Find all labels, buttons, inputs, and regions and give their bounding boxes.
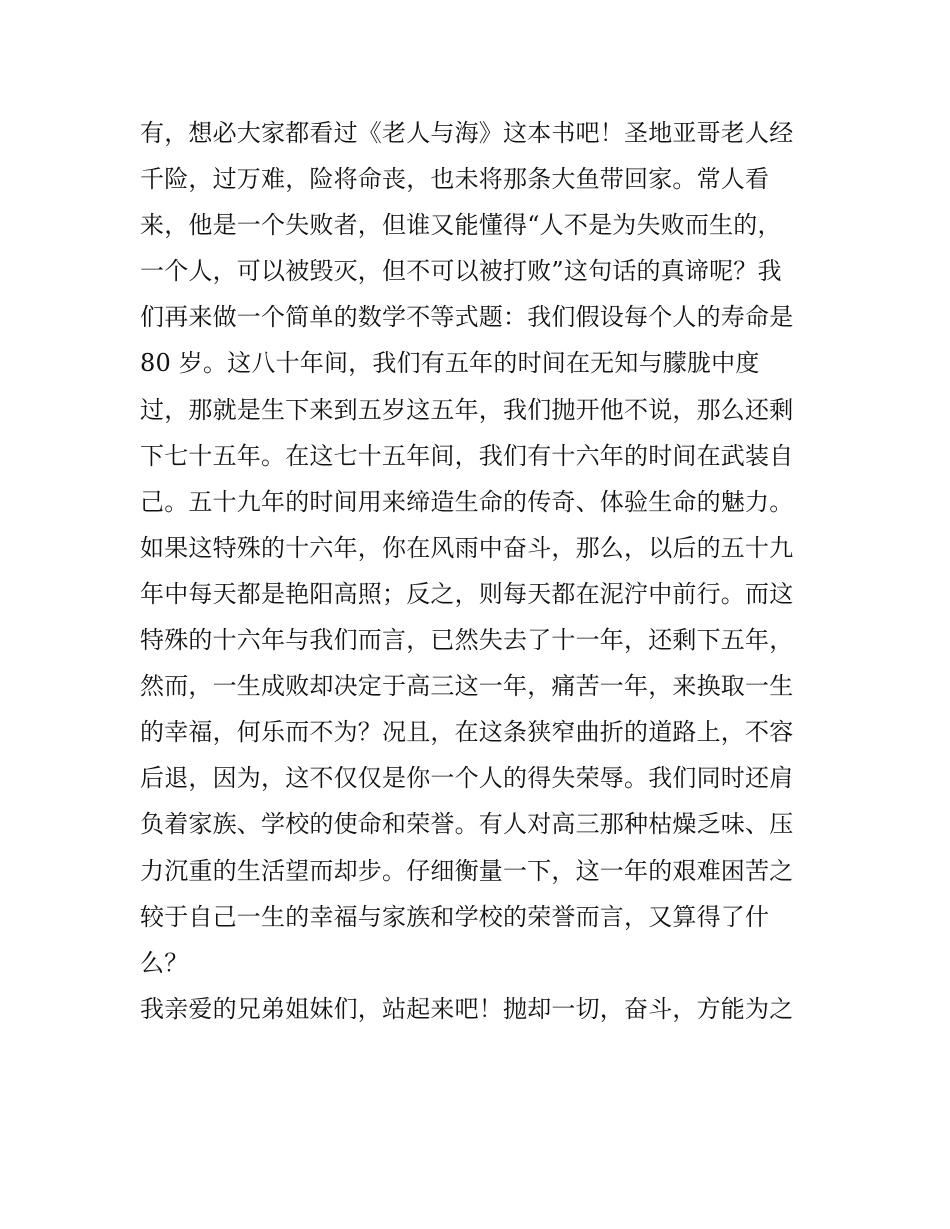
text-line: 然而，一生成败却决定于高三这一年，痛苦一年，来换取一生 — [140, 672, 794, 701]
text-line: 的幸福，何乐而不为？况且，在这条狭窄曲折的道路上，不容 — [140, 718, 794, 747]
text-line: 么？ — [140, 948, 189, 977]
text-line: 下七十五年。在这七十五年间，我们有十六年的时间在武装自 — [140, 441, 794, 470]
text-line: 己。五十九年的时间用来缔造生命的传奇、体验生命的魅力。 — [140, 487, 794, 516]
text-line: 如果这特殊的十六年，你在风雨中奋斗，那么，以后的五十九 — [140, 533, 794, 562]
text-line: 有，想必大家都看过《老人与海》这本书吧！圣地亚哥老人经 — [140, 119, 794, 147]
text-line: 负着家族、学校的使命和荣誉。有人对高三那种枯燥乏味、压 — [140, 810, 794, 839]
text-line: 后退，因为，这不仅仅是你一个人的得失荣辱。我们同时还肩 — [140, 764, 794, 793]
text-line: 特殊的十六年与我们而言，已然失去了十一年，还剩下五年， — [140, 626, 794, 655]
text-line: 过，那就是生下来到五岁这五年，我们抛开他不说，那么还剩 — [140, 395, 794, 424]
text-line: 80 岁。这八十年间，我们有五年的时间在无知与朦胧中度 — [140, 349, 760, 378]
text-line: 们再来做一个简单的数学不等式题：我们假设每个人的寿命是 — [140, 303, 794, 332]
text-line: 千险，过万难，险将命丧，也未将那条大鱼带回家。常人看 — [140, 165, 770, 194]
text-line: 力沉重的生活望而却步。仔细衡量一下，这一年的艰难困苦之 — [140, 856, 794, 885]
text-line: 来，他是一个失败者，但谁又能懂得“人不是为失败而生的， — [140, 211, 782, 240]
body-text — [140, 110, 830, 1032]
text-line: 年中每天都是艳阳高照；反之，则每天都在泥泞中前行。而这 — [140, 579, 794, 608]
text-line: 较于自己一生的幸福与家族和学校的荣誉而言，又算得了什 — [140, 902, 770, 931]
text-line: 一个人，可以被毁灭，但不可以被打败”这句话的真谛呢？我 — [140, 257, 782, 286]
text-line: 我亲爱的兄弟姐妹们，站起来吧！抛却一切，奋斗，方能为之 — [140, 994, 794, 1023]
